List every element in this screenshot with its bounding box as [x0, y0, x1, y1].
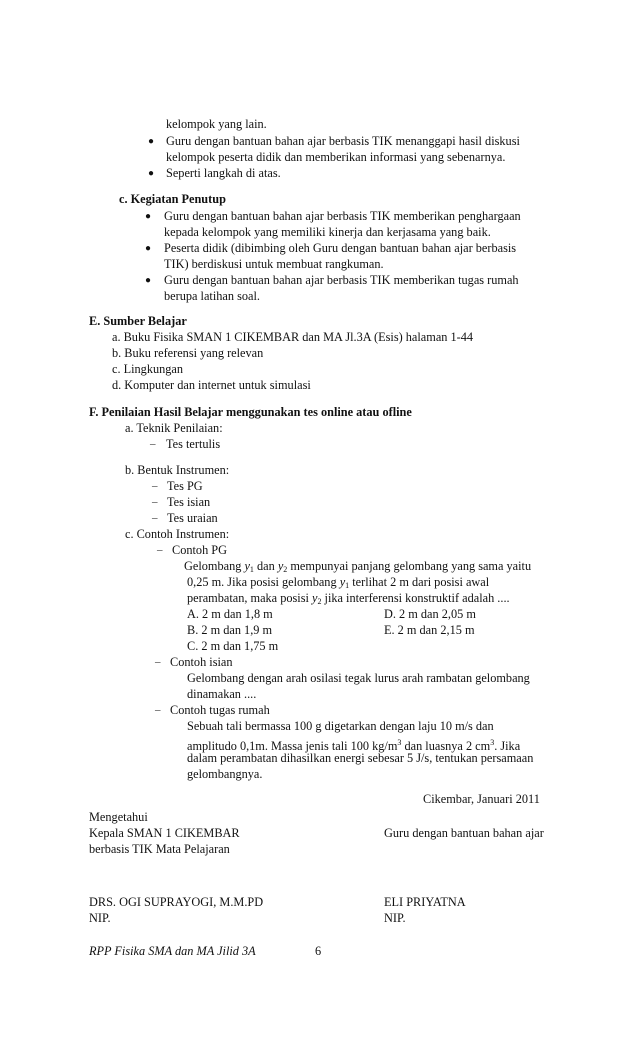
place-date: Cikembar, Januari 2011	[423, 792, 540, 806]
list-item: c. Lingkungan	[112, 362, 184, 376]
sub-heading: b. Bentuk Instrumen:	[125, 463, 230, 477]
question-line: Sebuah tali bermassa 100 g digetarkan dengan laju 10 m/s dan	[187, 719, 494, 733]
sub-heading: c. Contoh Instrumen:	[125, 527, 230, 541]
right-signatory-nip: NIP.	[384, 911, 406, 925]
footer-title: RPP Fisika SMA dan MA Jilid 3A	[89, 944, 256, 958]
dash-icon: –	[150, 438, 156, 450]
bullet-icon: ●	[145, 275, 152, 286]
question-line: dalam perambatan dihasilkan energi sebesar 5 J/s, tentukan persamaan	[187, 751, 534, 765]
right-signatory-title-continued: berbasis TIK Mata Pelajaran	[89, 842, 230, 856]
question-line: Gelombang $y_1$ dan $y_2$ mempunyai panjang gelombang yang sama yaitu	[184, 559, 532, 574]
bullet-icon: ●	[145, 243, 152, 254]
penutup-text: TIK) berdiskusi untuk membuat rangkuman.	[164, 257, 384, 271]
intro-bullet-text: Guru dengan bantuan bahan ajar berbasis TIK menanggapi hasil diskusi	[166, 134, 520, 148]
dash-icon: –	[152, 512, 158, 524]
penutup-text: Peserta didik (dibimbing oleh Guru dengan bantuan bahan ajar berbasis	[164, 241, 517, 255]
list-item: Tes PG	[167, 479, 203, 493]
bullet-icon: ●	[148, 168, 155, 179]
penutup-text: kepada kelompok yang memiliki kinerja dan kerjasama yang baik.	[164, 225, 491, 239]
question-line: perambatan, maka posisi $y_2$ jika interferensi konstruktif adalah ....	[187, 591, 510, 606]
sub-heading: a. Teknik Penilaian:	[125, 421, 223, 435]
intro-bullet-text: kelompok peserta didik dan memberikan informasi yang sebenarnya.	[166, 150, 506, 164]
dash-icon: –	[155, 656, 161, 668]
dash-icon: –	[152, 480, 158, 492]
question-line: gelombangnya.	[187, 767, 263, 781]
answer-option-a: A. 2 m dan 1,8 m	[187, 607, 273, 621]
page-number: 6	[315, 944, 322, 958]
left-signatory-name: DRS. OGI SUPRAYOGI, M.M.PD	[89, 895, 264, 909]
intro-line: kelompok yang lain.	[166, 117, 267, 131]
answer-option-b: B. 2 m dan 1,9 m	[187, 623, 273, 637]
list-item: d. Komputer dan internet untuk simulasi	[112, 378, 311, 392]
answer-option-e: E. 2 m dan 2,15 m	[384, 623, 475, 637]
question-line: amplitudo 0,1m. Massa jenis tali 100 $kg/m^3$ dan luasnya 2 $cm^3$. Jika	[187, 738, 521, 753]
question-line: 0,25 m. Jika posisi gelombang $y_1$ terlihat 2 m dari posisi awal	[187, 575, 490, 590]
section-heading: c. Kegiatan Penutup	[119, 192, 226, 206]
list-item: b. Buku referensi yang relevan	[112, 346, 264, 360]
dash-icon: –	[152, 496, 158, 508]
section-heading: E. Sumber Belajar	[89, 314, 187, 328]
dash-icon: –	[155, 704, 161, 716]
section-heading: F. Penilaian Hasil Belajar menggunakan tes online atau ofline	[89, 405, 412, 419]
answer-option-c: C. 2 m dan 1,75 m	[187, 639, 279, 653]
right-signatory-title: Guru dengan bantuan bahan ajar	[384, 826, 544, 840]
intro-bullet-text: Seperti langkah di atas.	[166, 166, 281, 180]
penutup-text: Guru dengan bantuan bahan ajar berbasis TIK memberikan penghargaan	[164, 209, 521, 223]
penutup-text: Guru dengan bantuan bahan ajar berbasis TIK memberikan tugas rumah	[164, 273, 519, 287]
question-line: dinamakan ....	[187, 687, 257, 701]
mengetahui-label: Mengetahui	[89, 810, 148, 824]
left-signatory-title: Kepala SMAN 1 CIKEMBAR	[89, 826, 240, 840]
right-signatory-name: ELI PRIYATNA	[384, 895, 466, 909]
example-label: Contoh tugas rumah	[170, 703, 270, 717]
list-item: a. Buku Fisika SMAN 1 CIKEMBAR dan MA Jl.3A (Esis) halaman 1-44	[112, 330, 474, 344]
example-label: Contoh isian	[170, 655, 233, 669]
example-label: Contoh PG	[172, 543, 228, 557]
list-item: Tes isian	[167, 495, 211, 509]
list-item: Tes tertulis	[166, 437, 221, 451]
left-signatory-nip: NIP.	[89, 911, 111, 925]
answer-option-d: D. 2 m dan 2,05 m	[384, 607, 476, 621]
list-item: Tes uraian	[167, 511, 218, 525]
bullet-icon: ●	[148, 136, 155, 147]
penutup-text: berupa latihan soal.	[164, 289, 260, 303]
question-line: Gelombang dengan arah osilasi tegak lurus arah rambatan gelombang	[187, 671, 530, 685]
dash-icon: –	[157, 544, 163, 556]
bullet-icon: ●	[145, 211, 152, 222]
